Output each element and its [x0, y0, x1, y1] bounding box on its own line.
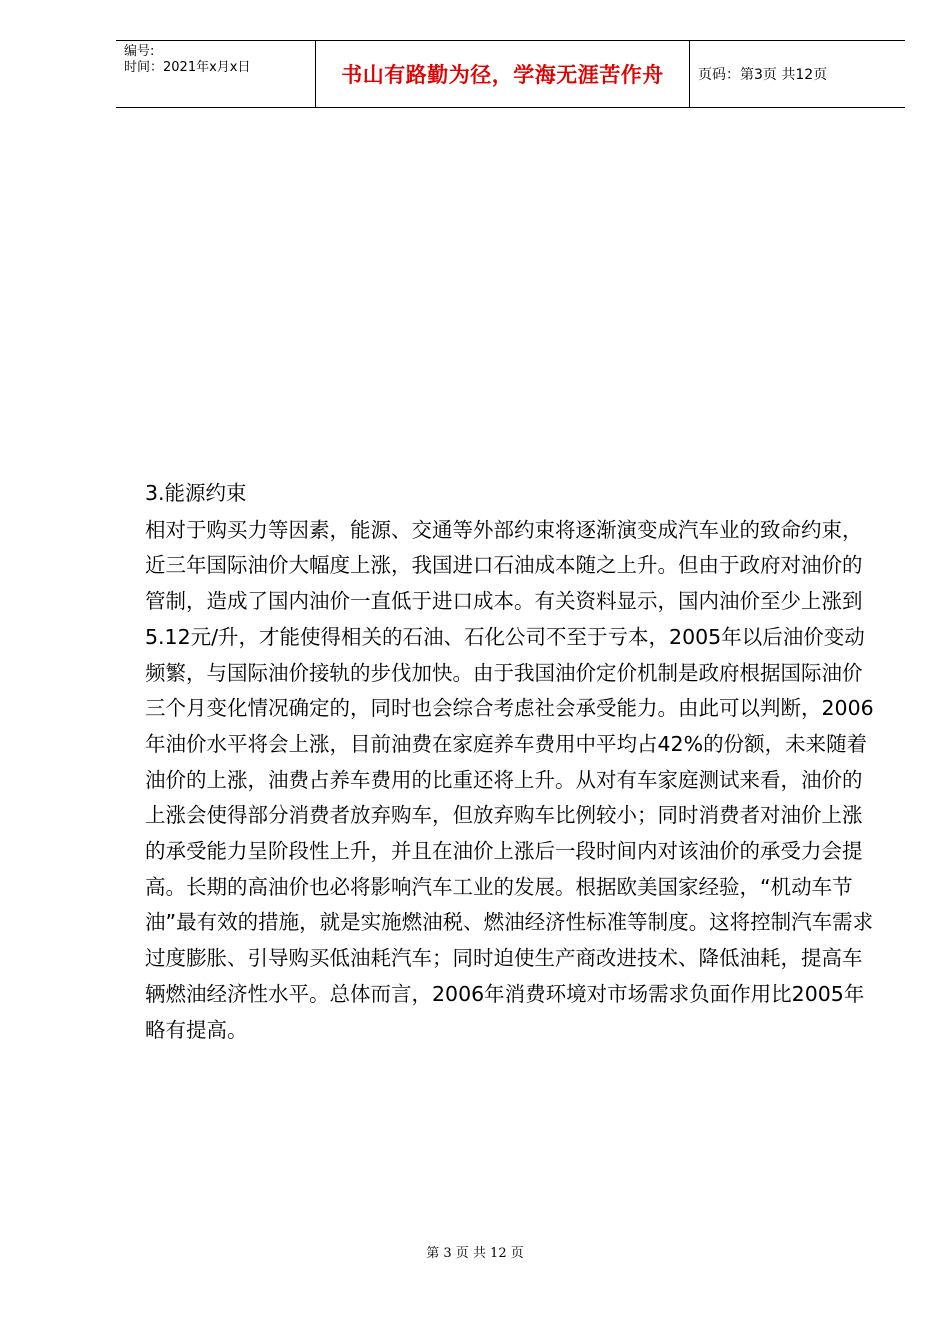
section-heading: 3.能源约束	[145, 481, 247, 505]
page-footer: 第 3 页 共 12 页	[426, 1246, 524, 1261]
document-header	[116, 40, 905, 108]
header-motto: 书山有路勤为径，学海无涯苦作舟	[316, 41, 690, 107]
time-label: 时间：2021年x月x日	[124, 60, 251, 75]
header-page-info: 页码：第3页 共12页	[698, 67, 828, 83]
header-meta	[116, 41, 316, 107]
document-body	[145, 476, 880, 1048]
body-paragraph: 相对于购买力等因素，能源、交通等外部约束将逐渐演变成汽车业的致命约束，近三年国际油价大幅度上涨，我国进口石油成本随之上升。但由于政府对油价的管制，造成了国内油价一直低于进口成本。有关资料显示，国内油价至少上涨到5.12元/升，才能使得相关的石油、石化公司不至于亏本，2005年以后油价变动频繁，与国际油价接轨的步伐加快。由于我国油价定价机制是政府根据国际油价三个月变化情况确定的，同时也会综合考虑社会承受能力。由此可以判断，2006年油价水平将会上涨，目前油费在家庭养车费用中平均占42%的份额，未来随着油价的上涨，油费占养车费用的比重还将上升。从对有车家庭测试来看，油价的上涨会使得部分消费者放弃购车，但放弃购车比例较小；同时消费者对油价上涨的承受能力呈阶段性上升，并且在油价上涨后一段时间内对该油价的承受力会提高。长期的高油价也必将影响汽车工业的发展。根据欧美国家经验，“机动车节油”最有效的措施，就是实施燃油税、燃油经济性标准等制度。这将控制汽车需求过度膨胀、引导购买低油耗汽车；同时迫使生产商改进技术、降低油耗，提高车辆燃油经济性水平。总体而言，2006年消费环境对市场需求负面作用比2005年略有提高。	[145, 517, 874, 1042]
serial-number-label: 编号:	[124, 44, 155, 59]
